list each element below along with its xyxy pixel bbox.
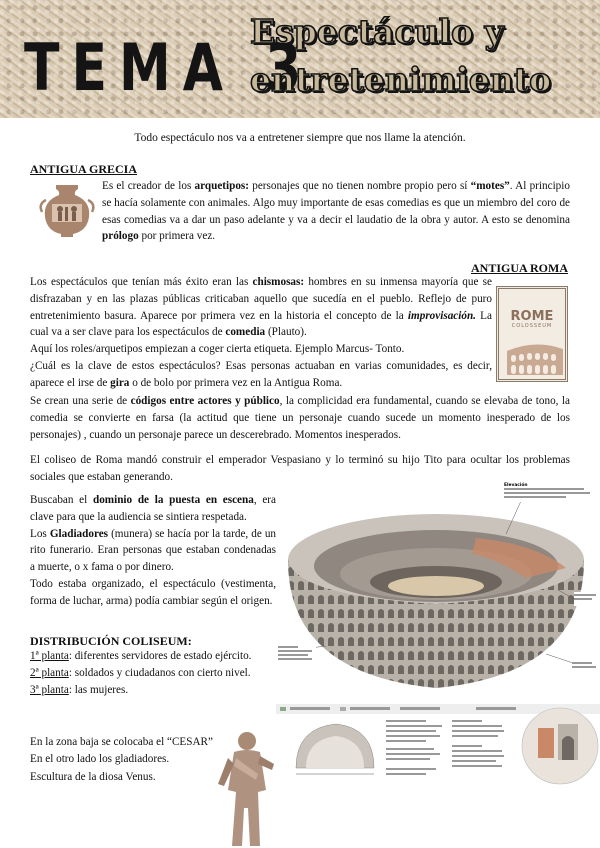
page-title: Espectáculo y entretenimiento <box>250 12 552 99</box>
distribucion-title: DISTRIBUCIÓN COLISEUM: <box>30 634 192 648</box>
cesar-lines <box>30 734 230 786</box>
cesar-line: En la zona baja se colocaba el “CESAR” <box>30 736 213 748</box>
stamp-subtitle: COLOSSEUM <box>511 323 553 329</box>
intro-text: Todo espectáculo nos va a entretener siempre que nos llame la atención. <box>134 132 466 144</box>
dominio-paragraph: Buscaban el dominio de la puesta en escena, era clave para que la audiencia se sintiera respetada. Los Gladiadores (munera) se hacía por la tarde, de un rito funerario. Eran personas que estaban condenadas a muerte, o x fama o por dinero. Todo estaba organizado, el espectáculo (vestimenta, forma de luchar, arma) podía cambiar según el origen. <box>30 494 277 607</box>
emperor-statue-image <box>214 728 280 848</box>
roma-paragraph: Los espectáculos que tenían más éxito eran las chismosas: hombres en su inmensa mayoría que se disfrazaban y en las plazas públicas criticaban aquello que sucedía en el pueblo. Reflejo de puro entretenimiento basura. Aparece por primera vez en la historia el concepto de la improvisación. La cual va a ser clave para los espectáculos de comedia (Plauto). Aquí los roles/arquetipos empiezan a coger cierta etiqueta. Ejemplo Marcus- Tonto. ¿Cuál es la clave de estos espectáculos? Esas personas actuaban en varias comunidades, es decir, aparece el irse de gira o de bolo por primera vez en la Antigua Roma. <box>30 276 492 389</box>
list-item: 3ª planta: las mujeres. <box>30 683 129 696</box>
heading-antigua-grecia: ANTIGUA GRECIA <box>30 162 138 176</box>
colosseum-infographic <box>276 478 600 848</box>
rome-colosseum-stamp <box>496 286 568 382</box>
distribucion-list <box>30 648 276 698</box>
header-banner <box>0 0 600 118</box>
grecia-paragraph: Es el creador de los arquetipos: personajes que no tienen nombre propio pero sí “motes”. Al principio se hacía solamente con animales. Algo muy importante de esas comedias es que un miembro del coro de esas comedias va a dar un paso adelante y va a decir el laudatio de la obra y autor. A esto se denomina prólogo por primera vez. <box>102 180 570 243</box>
codigos-paragraph: Se crean una serie de códigos entre actores y público, la complicidad era fundamental, cuando se elevaba de tono, la comedia se convierte en farsa (la actitud que tiene un personaje cuando sucede un momento inesperado de los personajes) , cuando un personaje parece un descerebrado. Momentos inesperados. <box>30 395 571 441</box>
heading-antigua-roma: ANTIGUA ROMA <box>470 261 568 275</box>
svg-text:Elevación: Elevación <box>504 483 528 488</box>
cesar-line: En el otro lado los gladiadores. <box>30 753 170 766</box>
list-item: 1ª planta: diferentes servidores de estado ejército. <box>30 650 252 662</box>
tema-label: TEMA 3 <box>24 31 314 107</box>
list-item: 2ª planta: soldados y ciudadanos con cierto nivel. <box>30 666 251 679</box>
cesar-line: Escultura de la diosa Venus. <box>30 770 156 783</box>
colosseum-icon <box>505 337 565 377</box>
stamp-title: ROME <box>510 309 554 324</box>
greek-vase-icon <box>38 182 96 238</box>
coliseo-paragraph: El coliseo de Roma mandó construir el emperador Vespasiano y lo terminó su hijo Tito para ocultar los problemas sociales que estaban generando. <box>30 454 570 483</box>
